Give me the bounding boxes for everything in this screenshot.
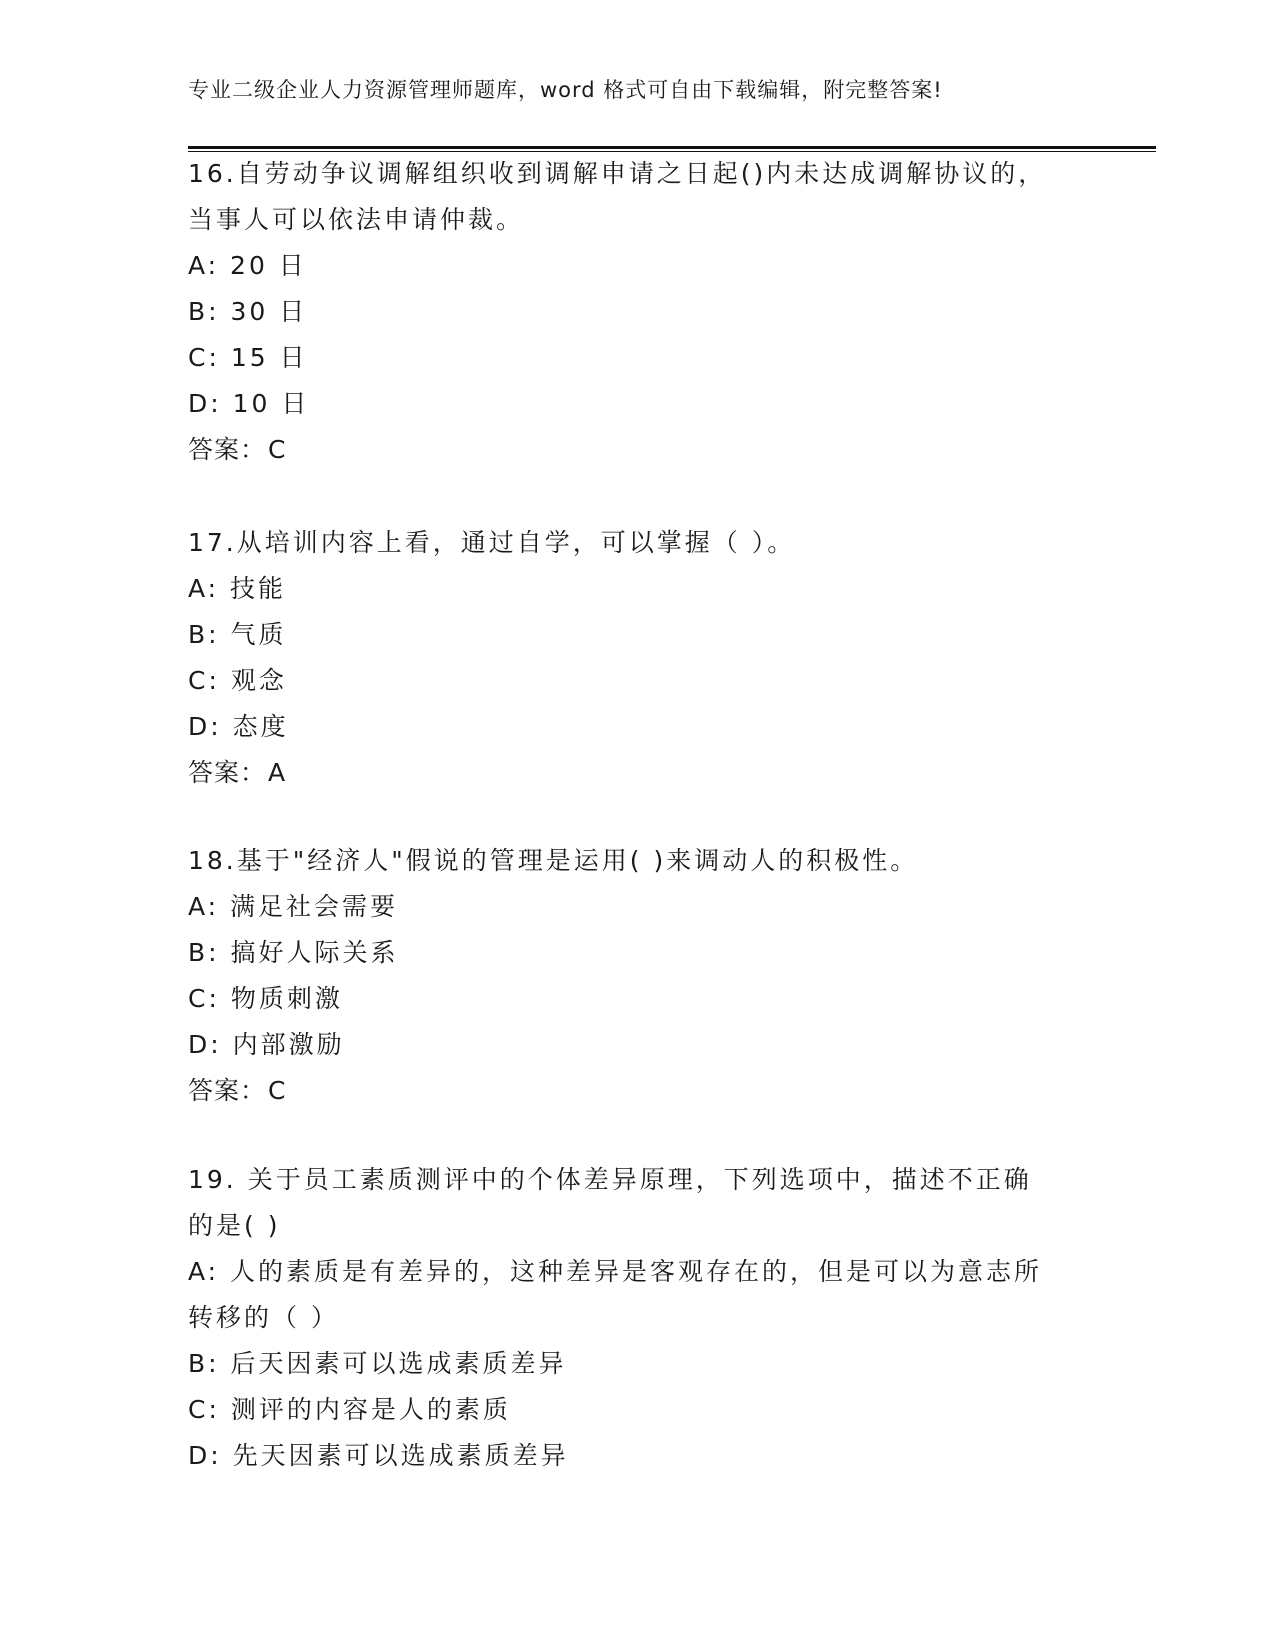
answer-value: C (268, 1076, 287, 1105)
answer-label: 答案： (188, 758, 267, 787)
option-b: B: 30 日 (188, 297, 308, 326)
answer-value: A (268, 758, 287, 787)
answer-label: 答案： (188, 435, 267, 464)
option-a: A: 20 日 (188, 251, 307, 280)
option-a: A: 技能 (188, 574, 287, 603)
question-stem-line: 的是( ) (188, 1211, 281, 1240)
question-stem-line: 18.基于"经济人"假说的管理是运用( )来调动人的积极性。 (188, 846, 919, 875)
option-c: C: 15 日 (188, 343, 308, 372)
option-b: B: 搞好人际关系 (188, 938, 399, 967)
question-17 (188, 520, 1088, 796)
answer-row (188, 1068, 1088, 1114)
question-18 (188, 838, 1088, 1114)
answer-value: C (268, 435, 287, 464)
option-a: A: 满足社会需要 (188, 892, 399, 921)
answer-row (188, 427, 1088, 473)
question-16 (188, 151, 1088, 473)
question-19 (188, 1157, 1088, 1479)
question-stem-line: 16.自劳动争议调解组织收到调解申请之日起()内未达成调解协议的， (188, 159, 1047, 188)
header-divider-thick (188, 146, 1156, 149)
option-b: B: 气质 (188, 620, 287, 649)
answer-row (188, 750, 1088, 796)
option-d: D: 先天因素可以选成素质差异 (188, 1441, 569, 1470)
page-header: 专业二级企业人力资源管理师题库，word 格式可自由下载编辑，附完整答案! (188, 78, 943, 102)
option-c: C: 观念 (188, 666, 287, 695)
option-d: D: 态度 (188, 712, 289, 741)
option-c: C: 物质刺激 (188, 984, 343, 1013)
option-d: D: 10 日 (188, 389, 310, 418)
answer-label: 答案： (188, 1076, 267, 1105)
option-c: C: 测评的内容是人的素质 (188, 1395, 511, 1424)
question-stem-line: 当事人可以依法申请仲裁。 (188, 205, 525, 234)
question-stem-line: 17.从培训内容上看，通过自学，可以掌握（ ）。 (188, 528, 796, 557)
option-d: D: 内部激励 (188, 1030, 345, 1059)
option-a-continued: 转移的（ ） (188, 1303, 339, 1332)
option-b: B: 后天因素可以选成素质差异 (188, 1349, 567, 1378)
question-stem-line: 19. 关于员工素质测评中的个体差异原理，下列选项中，描述不正确 (188, 1165, 1032, 1194)
option-a: A: 人的素质是有差异的，这种差异是客观存在的，但是可以为意志所 (188, 1257, 1043, 1286)
